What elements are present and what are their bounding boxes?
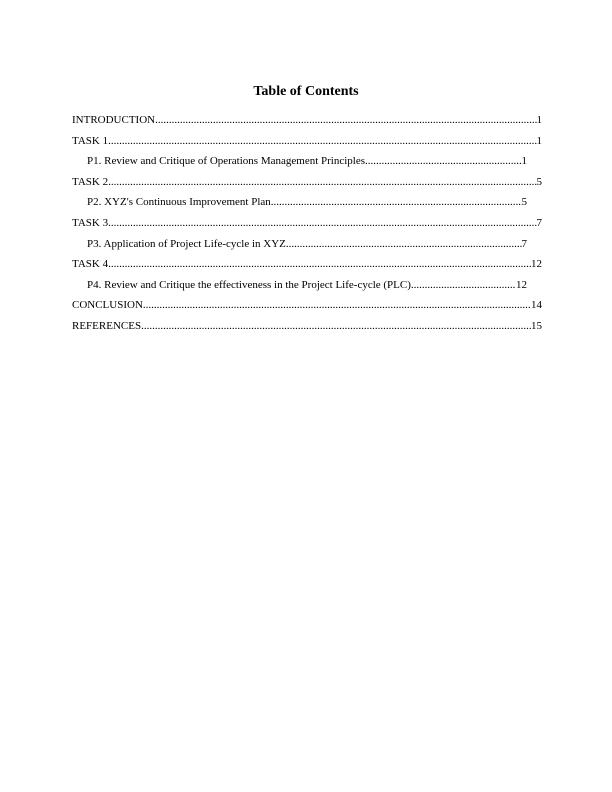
toc-entry-label: REFERENCES	[72, 319, 142, 332]
toc-dot-leader	[271, 195, 522, 209]
toc-entry-page: 14	[531, 299, 542, 312]
toc-dot-leader	[155, 113, 536, 127]
toc-entry-p2[interactable]	[72, 195, 527, 216]
toc-entry-p1[interactable]	[72, 154, 527, 175]
toc-entry-task-3[interactable]	[72, 216, 542, 237]
toc-entry-label: TASK 2	[72, 175, 109, 188]
toc-entry-label: P4. Review and Critique the effectiveness in the Project Life-cycle (PLC)	[87, 278, 411, 291]
toc-dot-leader	[286, 237, 522, 251]
toc-entry-page: 5	[521, 196, 527, 209]
toc-entry-task-2[interactable]	[72, 175, 542, 196]
toc-entry-page: 1	[536, 134, 542, 147]
toc-list	[72, 113, 542, 340]
toc-entry-label: TASK 4	[72, 258, 109, 271]
toc-entry-conclusion[interactable]	[72, 298, 542, 319]
toc-entry-page: 5	[536, 175, 542, 188]
toc-entry-label: INTRODUCTION	[72, 114, 156, 126]
toc-entry-p4[interactable]	[72, 278, 527, 299]
toc-entry-label: TASK 3	[72, 216, 109, 229]
toc-entry-p3[interactable]	[72, 237, 527, 258]
toc-title: Table of Contents	[253, 84, 359, 99]
toc-entry-page: 1	[521, 155, 527, 168]
toc-entry-label: P1. Review and Critique of Operations Management Principles	[87, 155, 365, 168]
toc-entry-label: CONCLUSION	[72, 299, 143, 312]
toc-entry-references[interactable]	[72, 319, 542, 340]
toc-entry-label: TASK 1	[72, 134, 109, 147]
toc-entry-task-1[interactable]	[72, 134, 542, 155]
toc-entry-page: 12	[516, 278, 527, 291]
toc-entry-page: 12	[531, 258, 542, 271]
toc-entry-label: P3. Application of Project Life-cycle in XYZ	[87, 237, 286, 250]
toc-dot-leader	[108, 257, 531, 271]
toc-entry-page: 15	[531, 319, 542, 332]
toc-dot-leader	[143, 298, 531, 312]
toc-dot-leader	[365, 154, 522, 168]
toc-dot-leader	[108, 216, 536, 230]
toc-entry-page: 1	[536, 114, 542, 126]
toc-entry-label: P2. XYZ's Continuous Improvement Plan	[87, 196, 271, 209]
toc-dot-leader	[141, 319, 531, 333]
toc-dot-leader	[108, 134, 536, 148]
toc-entry-task-4[interactable]	[72, 257, 542, 278]
toc-entry-page: 7	[536, 216, 542, 229]
toc-entry-introduction[interactable]	[72, 113, 542, 134]
toc-entry-page: 7	[521, 237, 527, 250]
toc-dot-leader	[411, 278, 516, 292]
toc-dot-leader	[108, 175, 536, 189]
